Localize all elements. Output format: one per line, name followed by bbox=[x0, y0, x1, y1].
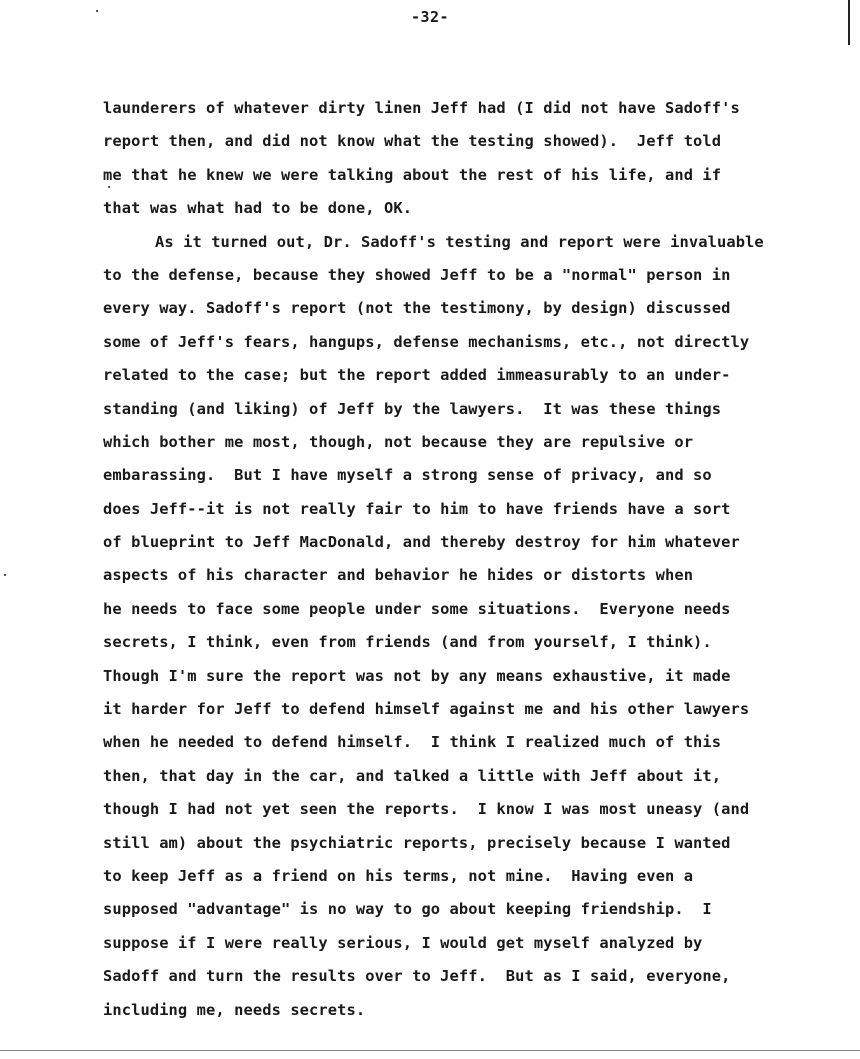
scan-speck bbox=[4, 574, 6, 576]
text-line: report then, and did not know what the testing showed). Jeff told bbox=[103, 132, 722, 151]
text-line: when he needed to defend himself. I think I realized much of this bbox=[103, 733, 722, 752]
text-line: then, that day in the car, and talked a little with Jeff about it, bbox=[103, 766, 722, 785]
text-line: does Jeff--it is not really fair to him to have friends have a sort bbox=[103, 499, 731, 518]
text-line: Sadoff and turn the results over to Jeff. But as I said, everyone, bbox=[103, 967, 731, 986]
text-line: some of Jeff's fears, hangups, defense mechanisms, etc., not directly bbox=[103, 332, 750, 351]
text-line: me that he knew we were talking about the rest of his life, and if bbox=[103, 165, 722, 184]
text-line: aspects of his character and behavior he hides or distorts when bbox=[103, 566, 694, 585]
text-line: to keep Jeff as a friend on his terms, not mine. Having even a bbox=[103, 866, 694, 885]
text-line: it harder for Jeff to defend himself against me and his other lawyers bbox=[103, 700, 750, 719]
body-text bbox=[103, 92, 843, 1027]
scan-speck bbox=[96, 10, 98, 12]
text-line: every way. Sadoff's report (not the testimony, by design) discussed bbox=[103, 299, 731, 318]
text-line: supposed "advantage" is no way to go about keeping friendship. I bbox=[103, 900, 712, 919]
text-line: though I had not yet seen the reports. I know I was most uneasy (and bbox=[103, 800, 750, 819]
text-line: related to the case; but the report added immeasurably to an under- bbox=[103, 366, 731, 385]
text-line: including me, needs secrets. bbox=[103, 1000, 366, 1019]
text-line: secrets, I think, even from friends (and from yourself, I think). bbox=[103, 633, 712, 652]
paragraph-first-line: As it turned out, Dr. Sadoff's testing and report were invaluable bbox=[155, 232, 764, 251]
text-line: to the defense, because they showed Jeff to be a "normal" person in bbox=[103, 265, 731, 284]
text-line: launderers of whatever dirty linen Jeff had (I did not have Sadoff's bbox=[103, 99, 740, 117]
text-line: Though I'm sure the report was not by any means exhaustive, it made bbox=[103, 666, 731, 685]
text-line: standing (and liking) of Jeff by the lawyers. It was these things bbox=[103, 399, 722, 418]
text-line: embarassing. But I have myself a strong sense of privacy, and so bbox=[103, 466, 712, 485]
text-line: he needs to face some people under some situations. Everyone needs bbox=[103, 599, 731, 618]
text-line: that was what had to be done, OK. bbox=[103, 199, 413, 218]
text-line: of blueprint to Jeff MacDonald, and thereby destroy for him whatever bbox=[103, 533, 740, 552]
page-edge-mark bbox=[848, 0, 850, 45]
text-line: which bother me most, though, not because they are repulsive or bbox=[103, 432, 694, 451]
text-line: suppose if I were really serious, I would get myself analyzed by bbox=[103, 933, 703, 952]
page-number: -32- bbox=[410, 8, 450, 26]
text-line: still am) about the psychiatric reports, precisely because I wanted bbox=[103, 833, 731, 852]
page-bottom-edge bbox=[0, 1050, 860, 1051]
